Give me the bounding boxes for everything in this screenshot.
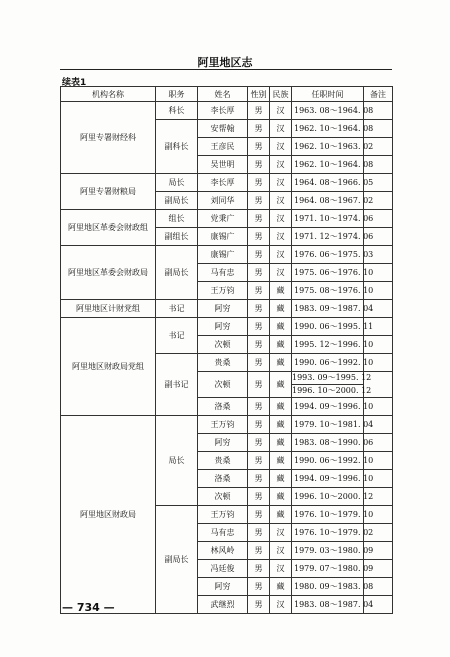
gender-cell: 男 (248, 398, 270, 416)
table-row (61, 318, 393, 336)
position-cell: 副局长 (156, 192, 198, 210)
gender-cell: 男 (248, 264, 270, 282)
gender-cell: 男 (248, 246, 270, 264)
name-cell: 吴世明 (198, 156, 248, 174)
name-cell: 王万钧 (198, 282, 248, 300)
col-header-position: 职务 (156, 87, 198, 102)
term-cell: 1964. 08～1966. 05 (292, 174, 364, 192)
ethnicity-cell: 藏 (270, 452, 292, 470)
page-header-title: 阿里地区志 (197, 56, 253, 69)
name-cell: 李长厚 (198, 174, 248, 192)
term-cell: 1994. 09～1996. 10 (292, 470, 364, 488)
name-cell: 康锡广 (198, 228, 248, 246)
name-cell: 王万钧 (198, 416, 248, 434)
table-row (61, 300, 393, 318)
term-cell: 1990. 06～1995. 11 (292, 318, 364, 336)
ethnicity-cell: 汉 (270, 102, 292, 120)
gender-cell: 男 (248, 300, 270, 318)
term-cell: 1976. 10～1979. 02 (292, 524, 364, 542)
ethnicity-cell: 汉 (270, 264, 292, 282)
name-cell: 冯廷俊 (198, 560, 248, 578)
name-cell: 武继烈 (198, 596, 248, 614)
name-cell: 贵桑 (198, 354, 248, 372)
gender-cell: 男 (248, 524, 270, 542)
col-header-name: 姓名 (198, 87, 248, 102)
position-cell: 局长 (156, 174, 198, 192)
position-cell: 科长 (156, 102, 198, 120)
ethnicity-cell: 汉 (270, 228, 292, 246)
gender-cell: 男 (248, 228, 270, 246)
term-cell: 1962. 10～1964. 08 (292, 156, 364, 174)
term-cell: 1962. 10～1964. 08 (292, 120, 364, 138)
officials-table (60, 86, 393, 614)
name-cell: 王彦民 (198, 138, 248, 156)
position-cell: 副局长 (156, 506, 198, 614)
gender-cell: 男 (248, 174, 270, 192)
gender-cell: 男 (248, 416, 270, 434)
gender-cell: 男 (248, 120, 270, 138)
name-cell: 安帮翰 (198, 120, 248, 138)
name-cell: 阿穷 (198, 318, 248, 336)
gender-cell: 男 (248, 372, 270, 398)
gender-cell: 男 (248, 488, 270, 506)
gender-cell: 男 (248, 596, 270, 614)
term-cell: 1990. 06～1992. 10 (292, 354, 364, 372)
page-number: — 734 — (62, 601, 115, 614)
term-cell: 1980. 09～1983. 08 (292, 578, 364, 596)
term-cell: 1962. 10～1963. 02 (292, 138, 364, 156)
ethnicity-cell: 汉 (270, 524, 292, 542)
name-cell: 马有忠 (198, 264, 248, 282)
name-cell: 次顿 (198, 488, 248, 506)
ethnicity-cell: 汉 (270, 210, 292, 228)
ethnicity-cell: 汉 (270, 174, 292, 192)
term-cell: 1976. 10～1979. 10 (292, 506, 364, 524)
gender-cell: 男 (248, 102, 270, 120)
org-cell: 阿里专署财经科 (61, 102, 156, 174)
org-cell: 阿里地区革委会财政组 (61, 210, 156, 246)
name-cell: 林风岭 (198, 542, 248, 560)
term-line: 1993. 09～1995. 12 (292, 373, 372, 382)
ethnicity-cell: 藏 (270, 372, 292, 398)
term-cell: 1995. 12～1996. 10 (292, 336, 364, 354)
name-cell: 阿穷 (198, 300, 248, 318)
org-cell: 阿里地区计财党组 (61, 300, 156, 318)
term-cell: 1983. 08～1990. 06 (292, 434, 364, 452)
gender-cell: 男 (248, 156, 270, 174)
ethnicity-cell: 藏 (270, 578, 292, 596)
name-cell: 贵桑 (198, 452, 248, 470)
position-cell: 局长 (156, 416, 198, 506)
ethnicity-cell: 藏 (270, 318, 292, 336)
term-cell: 1994. 09～1996. 10 (292, 398, 364, 416)
term-cell: 1983. 09～1987. 04 (292, 300, 364, 318)
table-row (61, 210, 393, 228)
table-row (61, 416, 393, 434)
name-cell: 李长厚 (198, 102, 248, 120)
gender-cell: 男 (248, 138, 270, 156)
gender-cell: 男 (248, 354, 270, 372)
ethnicity-cell: 藏 (270, 470, 292, 488)
gender-cell: 男 (248, 318, 270, 336)
name-cell: 党秉广 (198, 210, 248, 228)
gender-cell: 男 (248, 452, 270, 470)
ethnicity-cell: 汉 (270, 596, 292, 614)
ethnicity-cell: 藏 (270, 416, 292, 434)
name-cell: 阿穷 (198, 434, 248, 452)
ethnicity-cell: 藏 (270, 282, 292, 300)
org-cell: 阿里地区财政局 (61, 416, 156, 614)
term-cell: 1979. 10～1981. 04 (292, 416, 364, 434)
position-cell: 书记 (156, 300, 198, 318)
col-header-org: 机构名称 (61, 87, 156, 102)
name-cell: 马有忠 (198, 524, 248, 542)
term-cell: 1963. 08～1964. 08 (292, 102, 364, 120)
table-caption: 续表1 (62, 78, 87, 88)
ethnicity-cell: 藏 (270, 434, 292, 452)
table-row (61, 246, 393, 264)
name-cell: 王万钧 (198, 506, 248, 524)
col-header-note: 备注 (364, 87, 393, 102)
ethnicity-cell: 汉 (270, 120, 292, 138)
term-cell: 1975. 08～1976. 10 (292, 282, 364, 300)
ethnicity-cell: 汉 (270, 560, 292, 578)
term-cell: 1975. 06～1976. 10 (292, 264, 364, 282)
col-header-ethnicity: 民族 (270, 87, 292, 102)
term-cell: 1979. 07～1980. 09 (292, 560, 364, 578)
table-row (61, 102, 393, 120)
gender-cell: 男 (248, 578, 270, 596)
gender-cell: 男 (248, 192, 270, 210)
ethnicity-cell: 藏 (270, 398, 292, 416)
table-row (61, 174, 393, 192)
org-cell: 阿里地区财政局党组 (61, 318, 156, 416)
name-cell: 次顿 (198, 372, 248, 398)
term-cell: 1971. 12～1974. 06 (292, 228, 364, 246)
header-rule (60, 69, 392, 70)
ethnicity-cell: 汉 (270, 246, 292, 264)
name-cell: 次顿 (198, 336, 248, 354)
term-cell: 1996. 10～2000. 12 (292, 488, 364, 506)
gender-cell: 男 (248, 336, 270, 354)
name-cell: 康锡广 (198, 246, 248, 264)
term-cell: 1976. 06～1975. 03 (292, 246, 364, 264)
ethnicity-cell: 汉 (270, 138, 292, 156)
position-cell: 副科长 (156, 120, 198, 174)
org-cell: 阿里地区革委会财政局 (61, 246, 156, 300)
term-cell: 1964. 08～1967. 02 (292, 192, 364, 210)
gender-cell: 男 (248, 470, 270, 488)
gender-cell: 男 (248, 542, 270, 560)
gender-cell: 男 (248, 210, 270, 228)
ethnicity-cell: 藏 (270, 506, 292, 524)
term-cell (292, 372, 372, 398)
gender-cell: 男 (248, 506, 270, 524)
term-cell: 1990. 06～1992. 10 (292, 452, 364, 470)
ethnicity-cell: 汉 (270, 192, 292, 210)
term-cell: 1983. 08～1987. 04 (292, 596, 364, 614)
name-cell: 阿穷 (198, 578, 248, 596)
term-line: 1996. 10～2000. 12 (292, 386, 372, 395)
gender-cell: 男 (248, 434, 270, 452)
ethnicity-cell: 汉 (270, 156, 292, 174)
table-header-row (61, 87, 393, 102)
name-cell: 洛桑 (198, 470, 248, 488)
ethnicity-cell: 藏 (270, 354, 292, 372)
col-header-term: 任职时间 (292, 87, 364, 102)
col-header-gender: 性别 (248, 87, 270, 102)
position-cell: 书记 (156, 318, 198, 354)
term-cell: 1979. 03～1980. 09 (292, 542, 364, 560)
position-cell: 组长 (156, 210, 198, 228)
name-cell: 洛桑 (198, 398, 248, 416)
ethnicity-cell: 藏 (270, 336, 292, 354)
ethnicity-cell: 藏 (270, 300, 292, 318)
position-cell: 副局长 (156, 246, 198, 300)
ethnicity-cell: 藏 (270, 488, 292, 506)
ethnicity-cell: 汉 (270, 542, 292, 560)
org-cell: 阿里专署财粮局 (61, 174, 156, 210)
term-cell: 1971. 10～1974. 06 (292, 210, 364, 228)
gender-cell: 男 (248, 560, 270, 578)
gender-cell: 男 (248, 282, 270, 300)
name-cell: 刘同华 (198, 192, 248, 210)
position-cell: 副组长 (156, 228, 198, 246)
position-cell: 副书记 (156, 354, 198, 416)
